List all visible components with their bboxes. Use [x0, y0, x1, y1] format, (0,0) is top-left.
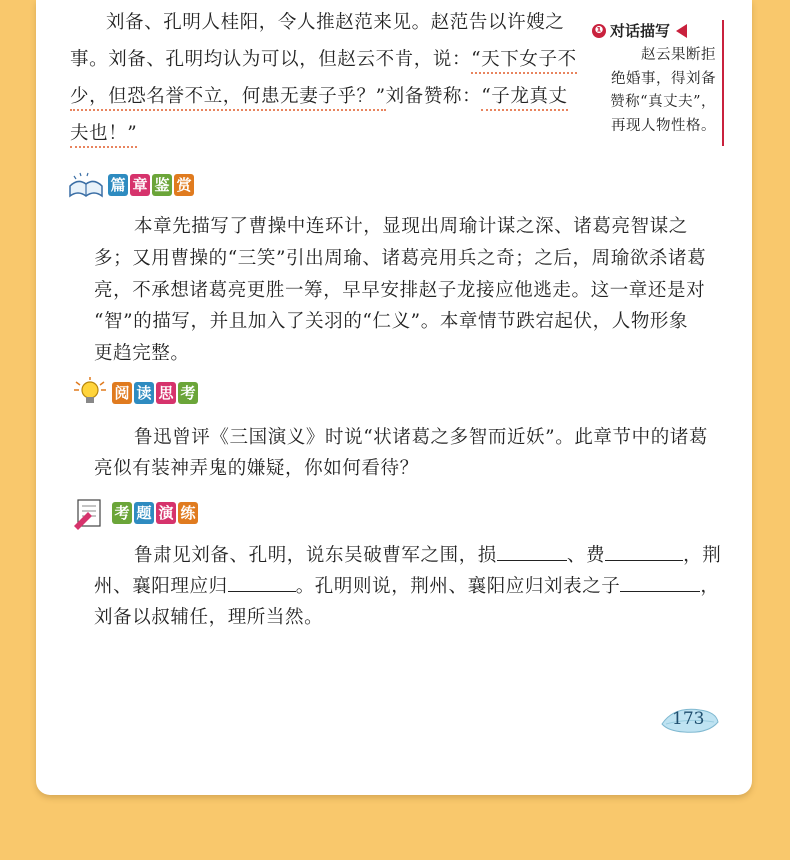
side-note-body [592, 44, 716, 138]
heading-char-badge: 阅 [112, 382, 132, 404]
open-book-icon [66, 168, 106, 202]
lightbulb-icon [70, 376, 110, 410]
exercise-line [94, 572, 720, 598]
body-line: 本章先描写了曹操中连环计，显现出周瑜计谋之深、诸葛亮智谋之 [134, 216, 688, 237]
page-number-leaf [658, 704, 720, 736]
heading-char-badge: 思 [156, 382, 176, 404]
side-note-title: 对话描写 [610, 22, 671, 40]
body-line: 更趋完整。 [94, 343, 190, 364]
paragraph-line [70, 82, 568, 108]
exercise-text: ， [700, 576, 720, 597]
side-note-line: 绝婚事，得刘备 [611, 70, 716, 87]
heading-char-badge: 章 [130, 174, 150, 196]
pointer-triangle-icon [676, 24, 687, 38]
exercise-text: 鲁肃见刘备、孔明，说东吴破曹军之围，损 [134, 545, 497, 566]
heading-char-badge: 演 [156, 502, 176, 524]
side-note [592, 20, 724, 146]
heading-char-badge: 赏 [174, 174, 194, 196]
page-number: 173 [672, 709, 705, 729]
side-note-line: 再现人物性格。 [611, 117, 716, 134]
exercise-line: 刘备以叔辅任，理所当然。 [94, 607, 324, 628]
exercise-text: 。孔明则说，荆州、襄阳应归刘表之子 [295, 576, 621, 597]
body-line: 多；又用曹操的“三笑”引出周瑜、诸葛亮用兵之奇；之后，周瑜欲杀诸葛 [94, 248, 707, 269]
side-note-line: 赵云果断拒 [641, 47, 716, 63]
dialogue-underlined-text: 夫也！” [70, 123, 137, 148]
heading-char-badge: 读 [134, 382, 154, 404]
heading-char-badge: 篇 [108, 174, 128, 196]
paragraph-text: 刘备赞称： [385, 86, 482, 107]
notebook-pencil-icon [70, 496, 110, 530]
side-note-line: 赞称“真丈夫”， [610, 94, 716, 110]
exercise-text: 、费 [566, 545, 606, 566]
book-page [36, 0, 752, 795]
exercise-text: ，荆 [683, 545, 722, 566]
answer-blank[interactable] [228, 574, 296, 592]
heading-char-badge: 练 [178, 502, 198, 524]
body-line: 鲁迅曾评《三国演义》时说“状诸葛之多智而近妖”。此章节中的诸葛 [134, 427, 709, 448]
heading-char-badge: 考 [112, 502, 132, 524]
exercise-line [134, 541, 721, 567]
answer-blank[interactable] [497, 543, 567, 561]
heading-char-badge: 鉴 [152, 174, 172, 196]
side-note-header [592, 20, 687, 41]
paragraph-line [70, 119, 137, 145]
body-line: 亮似有装神弄鬼的嫌疑，你如何看待？ [94, 458, 419, 479]
dialogue-underlined-text: 少，但恐名誉不立，何患无妻子乎？” [70, 86, 386, 111]
heading-char-badge: 考 [178, 382, 198, 404]
section-heading-reading [70, 376, 200, 410]
exercise-text: 州、襄阳理应归 [94, 576, 228, 597]
section-heading-appreciation [66, 168, 196, 202]
paragraph-line: 刘备、孔明人桂阳，令人推赵范来见。赵范告以许嫂之 [106, 12, 565, 33]
dialogue-underlined-text: “子龙真丈 [481, 86, 567, 111]
note-number-badge: ❶ [592, 24, 606, 38]
section-heading-exercise [70, 496, 200, 530]
answer-blank[interactable] [620, 574, 700, 592]
paragraph-line [70, 45, 577, 71]
heading-char-badge: 题 [134, 502, 154, 524]
dialogue-underlined-text: “天下女子不 [471, 49, 577, 74]
body-line: “智”的描写，并且加入了关羽的“仁义”。本章情节跌宕起伏，人物形象 [94, 311, 689, 332]
paragraph-text: 事。刘备、孔明均认为可以，但赵云不肯，说： [70, 49, 472, 70]
body-line: 亮，不承想诸葛亮更胜一筹，早早安排赵子龙接应他逃走。这一章还是对 [94, 280, 706, 301]
answer-blank[interactable] [605, 543, 683, 561]
